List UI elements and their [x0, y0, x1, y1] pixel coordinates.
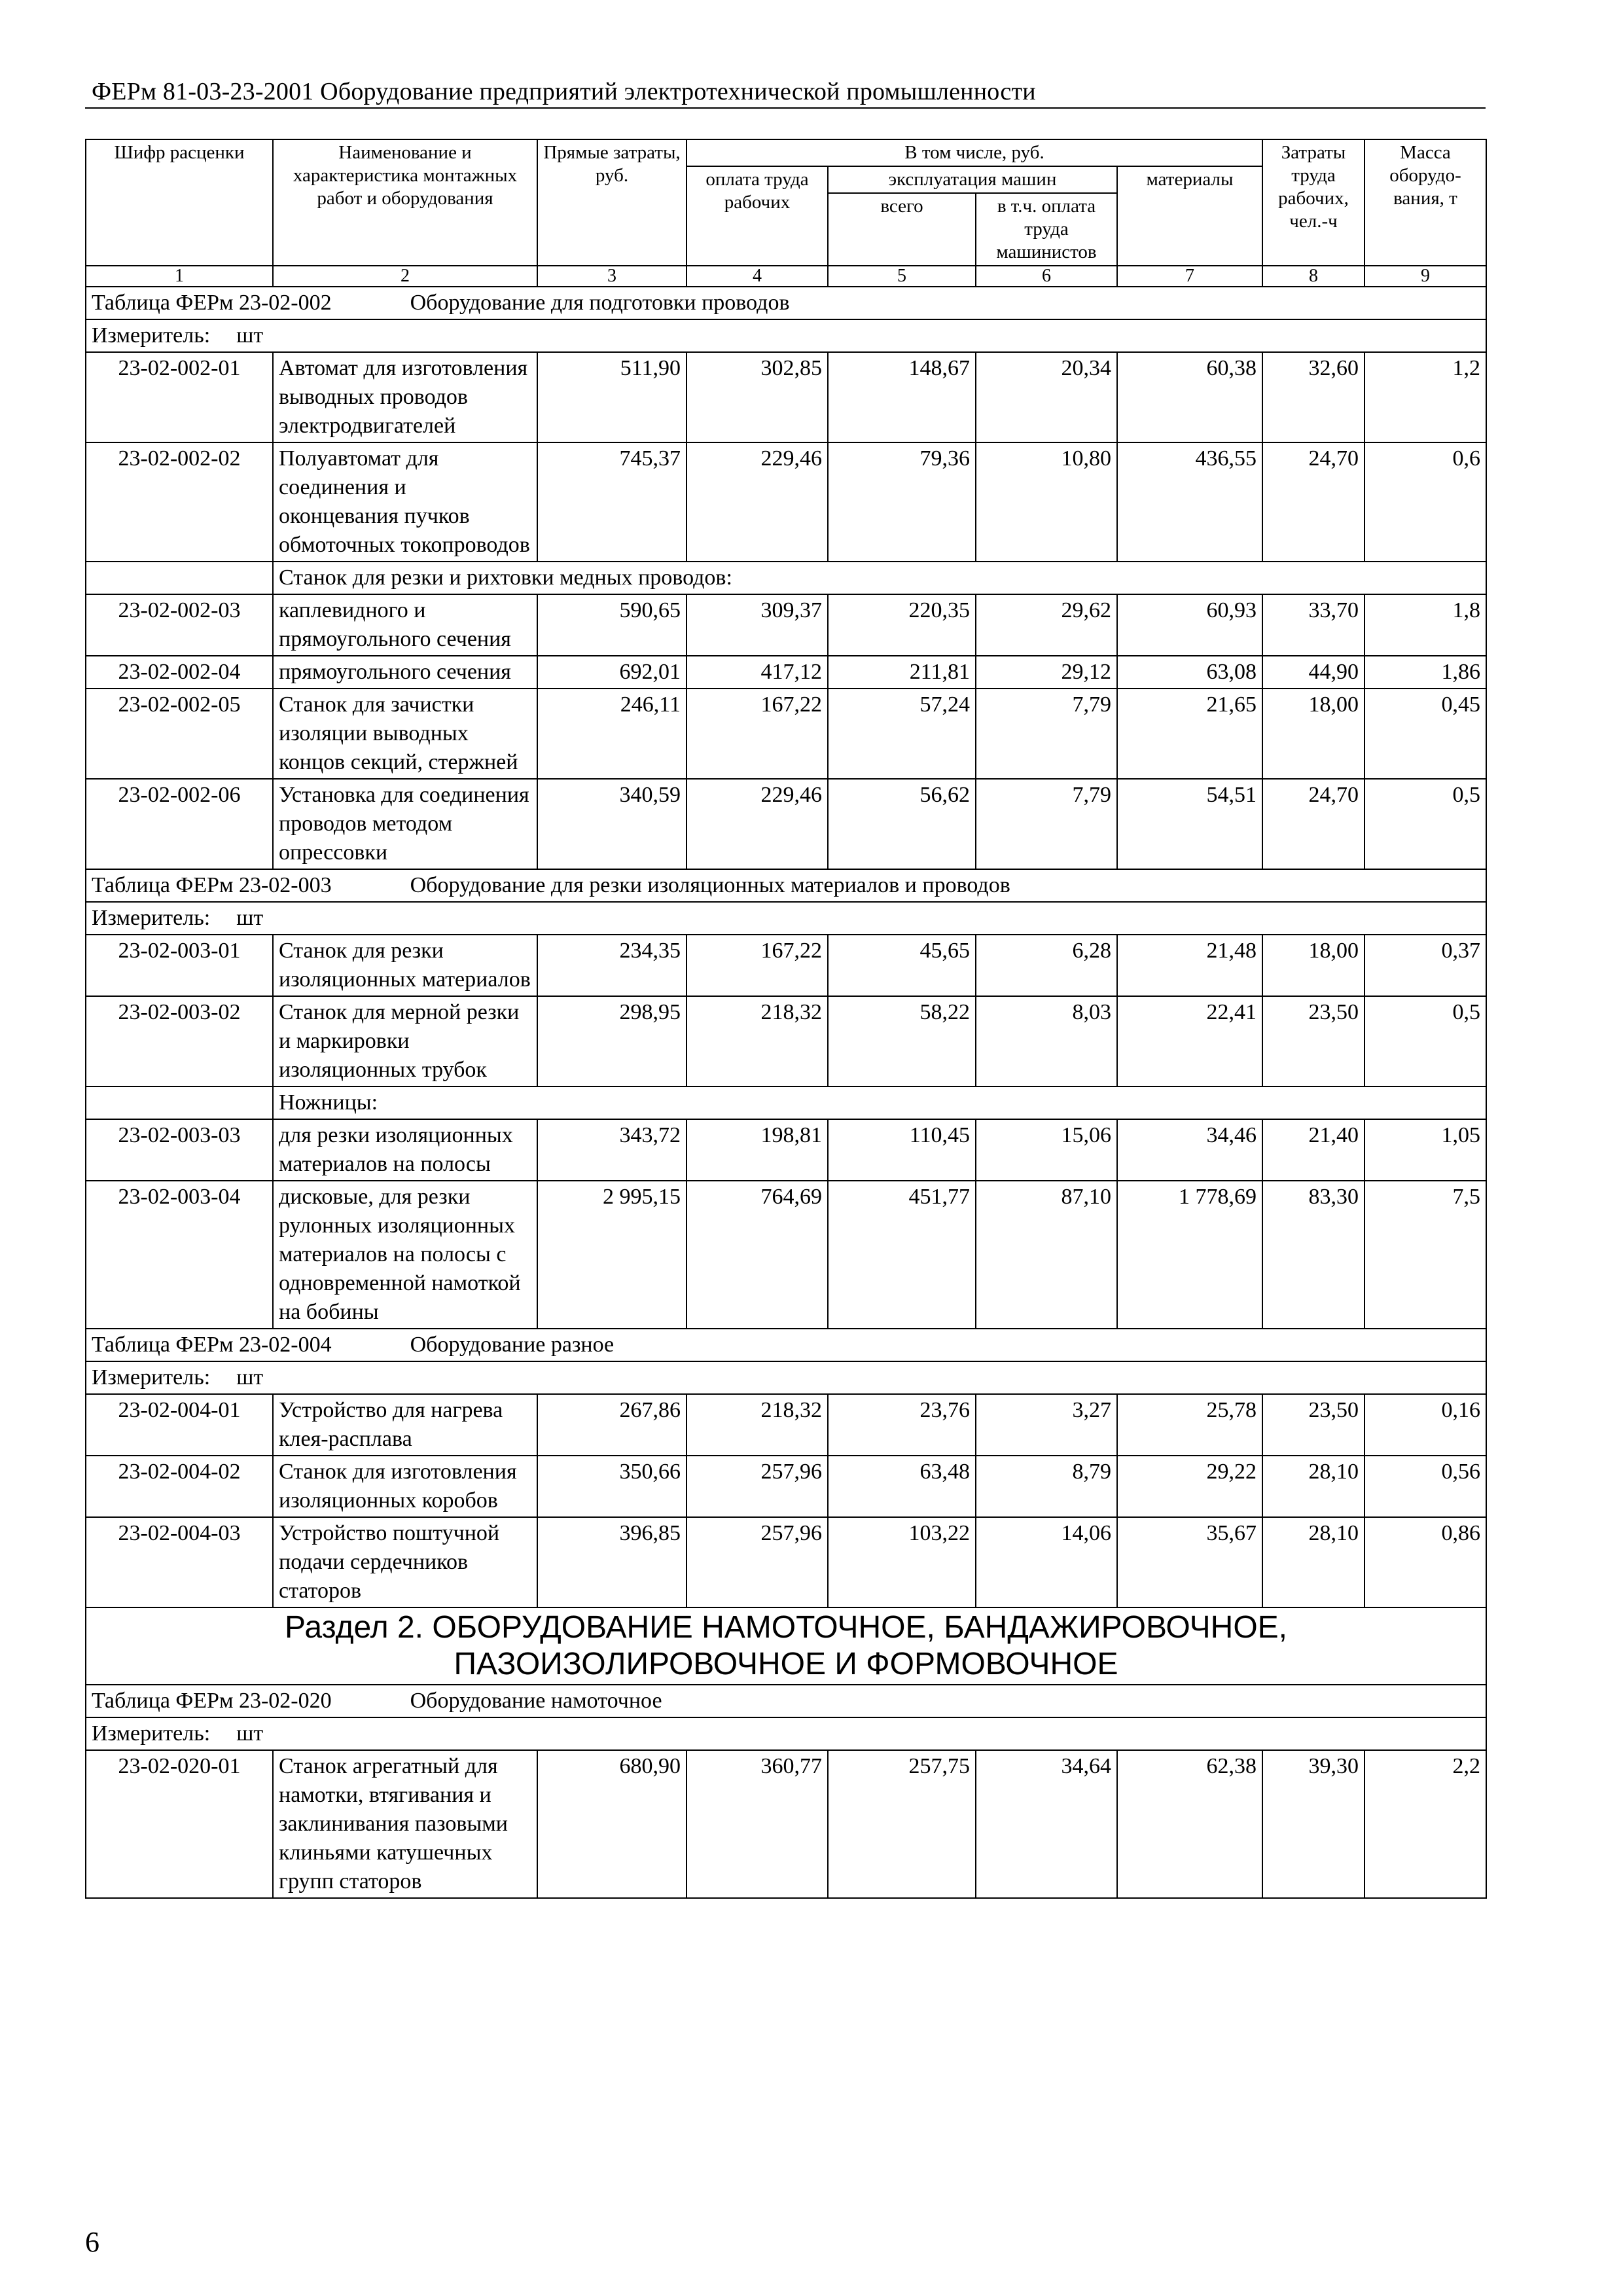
row-labor: 229,46: [687, 779, 828, 869]
row-materials: 21,48: [1117, 935, 1262, 996]
measure-row: [86, 1717, 1486, 1750]
row-code: 23-02-003-03: [86, 1119, 273, 1181]
row-mass: 1,86: [1364, 656, 1486, 689]
row-labor: 218,32: [687, 1394, 828, 1456]
row-operators: 29,62: [976, 594, 1117, 656]
row-hours: 33,70: [1262, 594, 1364, 656]
row-name: Автомат для изготовления выводных проводов электродвигателей: [273, 352, 537, 442]
col-number: 9: [1364, 266, 1486, 287]
row-operators: 7,79: [976, 689, 1117, 779]
row-mass: 1,05: [1364, 1119, 1486, 1181]
running-head: ФЕРм 81-03-23-2001 Оборудование предприятий электротехнической промышленности: [92, 78, 1036, 105]
row-operators: 3,27: [976, 1394, 1117, 1456]
row-operators: 87,10: [976, 1181, 1117, 1329]
row-name: Установка для соединения проводов методом опрессовки: [273, 779, 537, 869]
row-hours: 18,00: [1262, 689, 1364, 779]
row-hours: 39,30: [1262, 1750, 1364, 1898]
row-operators: 15,06: [976, 1119, 1117, 1181]
table-row: [86, 996, 1486, 1086]
group-row-code-cell: [86, 1086, 273, 1119]
col-header-operators: в т.ч. оплата труда машинистов: [976, 193, 1117, 266]
row-materials: 22,41: [1117, 996, 1262, 1086]
table-row: [86, 1517, 1486, 1607]
col-number: 8: [1262, 266, 1364, 287]
row-code: 23-02-002-06: [86, 779, 273, 869]
row-code: 23-02-002-03: [86, 594, 273, 656]
row-direct: 298,95: [537, 996, 687, 1086]
row-materials: 54,51: [1117, 779, 1262, 869]
row-hours: 28,10: [1262, 1456, 1364, 1517]
table-row: [86, 689, 1486, 779]
row-machines: 110,45: [828, 1119, 976, 1181]
table-row: [86, 1456, 1486, 1517]
row-direct: 692,01: [537, 656, 687, 689]
table-row: [86, 594, 1486, 656]
table-title-row: [86, 287, 1486, 319]
row-machines: 257,75: [828, 1750, 976, 1898]
row-materials: 35,67: [1117, 1517, 1262, 1607]
col-number: 1: [86, 266, 273, 287]
table-title: Таблица ФЕРм 23-02-020: [92, 1689, 332, 1713]
col-header-code: Шифр расценки: [86, 139, 273, 266]
row-machines: 45,65: [828, 935, 976, 996]
row-operators: 14,06: [976, 1517, 1117, 1607]
page-number: 6: [85, 2226, 99, 2258]
row-direct: 340,59: [537, 779, 687, 869]
row-mass: 0,45: [1364, 689, 1486, 779]
row-materials: 25,78: [1117, 1394, 1262, 1456]
table-title-row: [86, 1685, 1486, 1717]
table-row: [86, 1394, 1486, 1456]
row-materials: 21,65: [1117, 689, 1262, 779]
row-labor: 257,96: [687, 1517, 828, 1607]
table-title: Таблица ФЕРм 23-02-003: [92, 873, 332, 897]
row-mass: 2,2: [1364, 1750, 1486, 1898]
table-caption: Оборудование для резки изоляционных материалов и проводов: [410, 873, 1010, 897]
col-header-mass: Масса оборудо-вания, т: [1364, 139, 1486, 266]
row-machines: 58,22: [828, 996, 976, 1086]
group-row-code-cell: [86, 562, 273, 594]
section-heading: [86, 1607, 1486, 1685]
row-name: Устройство для нагрева клея-расплава: [273, 1394, 537, 1456]
table-title: Таблица ФЕРм 23-02-004: [92, 1333, 332, 1357]
row-name: дисковые, для резки рулонных изоляционных материалов на полосы с одновременной намоткой на бобины: [273, 1181, 537, 1329]
row-name: Станок для мерной резки и маркировки изоляционных трубок: [273, 996, 537, 1086]
row-labor: 302,85: [687, 352, 828, 442]
row-direct: 343,72: [537, 1119, 687, 1181]
table-row: [86, 656, 1486, 689]
row-hours: 83,30: [1262, 1181, 1364, 1329]
table-caption: Оборудование для подготовки проводов: [410, 291, 790, 315]
row-machines: 451,77: [828, 1181, 976, 1329]
row-machines: 23,76: [828, 1394, 976, 1456]
table-row: [86, 1181, 1486, 1329]
row-direct: 511,90: [537, 352, 687, 442]
row-code: 23-02-004-03: [86, 1517, 273, 1607]
row-mass: 1,2: [1364, 352, 1486, 442]
row-code: 23-02-003-02: [86, 996, 273, 1086]
row-materials: 436,55: [1117, 442, 1262, 562]
row-mass: 0,16: [1364, 1394, 1486, 1456]
row-labor: 360,77: [687, 1750, 828, 1898]
row-mass: 1,8: [1364, 594, 1486, 656]
row-hours: 28,10: [1262, 1517, 1364, 1607]
row-materials: 60,93: [1117, 594, 1262, 656]
row-name: каплевидного и прямоугольного сечения: [273, 594, 537, 656]
section-row: [86, 1607, 1486, 1685]
section-heading-line: ПАЗОИЗОЛИРОВОЧНОЕ И ФОРМОВОЧНОЕ: [454, 1647, 1118, 1681]
section-heading-line: Раздел 2. ОБОРУДОВАНИЕ НАМОТОЧНОЕ, БАНДАЖИРОВОЧНОЕ,: [284, 1610, 1287, 1645]
measure-label: Измеритель:: [92, 906, 211, 930]
row-operators: 8,79: [976, 1456, 1117, 1517]
row-machines: 63,48: [828, 1456, 976, 1517]
row-mass: 0,6: [1364, 442, 1486, 562]
row-name: Станок для зачистки изоляции выводных концов секций, стержней: [273, 689, 537, 779]
row-hours: 44,90: [1262, 656, 1364, 689]
row-machines: 103,22: [828, 1517, 976, 1607]
row-mass: 7,5: [1364, 1181, 1486, 1329]
row-machines: 79,36: [828, 442, 976, 562]
row-mass: 0,5: [1364, 996, 1486, 1086]
row-materials: 62,38: [1117, 1750, 1262, 1898]
table-row: [86, 1750, 1486, 1898]
measure-unit: шт: [236, 1721, 264, 1746]
measure-row: [86, 1361, 1486, 1394]
measure-row: [86, 902, 1486, 935]
col-header-name: Наименование и характеристика монтажных работ и оборудования: [273, 139, 537, 266]
row-code: 23-02-002-04: [86, 656, 273, 689]
row-mass: 0,5: [1364, 779, 1486, 869]
measure-unit: шт: [236, 1365, 264, 1390]
row-labor: 309,37: [687, 594, 828, 656]
row-code: 23-02-002-02: [86, 442, 273, 562]
row-hours: 18,00: [1262, 935, 1364, 996]
row-code: 23-02-002-05: [86, 689, 273, 779]
measure-unit: шт: [236, 906, 264, 930]
table-row: [86, 935, 1486, 996]
row-machines: 56,62: [828, 779, 976, 869]
row-labor: 198,81: [687, 1119, 828, 1181]
row-operators: 29,12: [976, 656, 1117, 689]
col-header-direct: Прямые затраты, руб.: [537, 139, 687, 266]
row-operators: 10,80: [976, 442, 1117, 562]
row-operators: 8,03: [976, 996, 1117, 1086]
row-name: Полуавтомат для соединения и оконцевания пучков обмоточных токопроводов: [273, 442, 537, 562]
row-labor: 229,46: [687, 442, 828, 562]
row-direct: 246,11: [537, 689, 687, 779]
row-materials: 29,22: [1117, 1456, 1262, 1517]
row-labor: 218,32: [687, 996, 828, 1086]
measure-label: Измеритель:: [92, 323, 211, 348]
row-direct: 590,65: [537, 594, 687, 656]
row-code: 23-02-002-01: [86, 352, 273, 442]
table-caption: Оборудование разное: [410, 1333, 615, 1357]
measure-row: [86, 319, 1486, 352]
row-materials: 34,46: [1117, 1119, 1262, 1181]
row-direct: 267,86: [537, 1394, 687, 1456]
table-row: [86, 442, 1486, 562]
row-hours: 24,70: [1262, 779, 1364, 869]
table-title: Таблица ФЕРм 23-02-002: [92, 291, 332, 315]
group-row: [86, 562, 1486, 594]
col-header-hours: Затраты труда рабочих, чел.-ч: [1262, 139, 1364, 266]
row-code: 23-02-004-01: [86, 1394, 273, 1456]
group-label: Станок для резки и рихтовки медных проводов:: [273, 562, 1486, 594]
col-number: 4: [687, 266, 828, 287]
row-direct: 745,37: [537, 442, 687, 562]
row-hours: 21,40: [1262, 1119, 1364, 1181]
row-name: Станок агрегатный для намотки, втягивания и заклинивания пазовыми клиньями катушечных групп статоров: [273, 1750, 537, 1898]
row-materials: 1 778,69: [1117, 1181, 1262, 1329]
group-label: Ножницы:: [273, 1086, 1486, 1119]
table-title-row: [86, 869, 1486, 902]
row-direct: 2 995,15: [537, 1181, 687, 1329]
row-mass: 0,56: [1364, 1456, 1486, 1517]
row-operators: 20,34: [976, 352, 1117, 442]
row-machines: 148,67: [828, 352, 976, 442]
row-name: для резки изоляционных материалов на полосы: [273, 1119, 537, 1181]
group-row: [86, 1086, 1486, 1119]
row-code: 23-02-020-01: [86, 1750, 273, 1898]
measure-label: Измеритель:: [92, 1365, 211, 1390]
col-header-machines: всего: [828, 193, 976, 266]
row-direct: 680,90: [537, 1750, 687, 1898]
row-code: 23-02-003-01: [86, 935, 273, 996]
measure-label: Измеритель:: [92, 1721, 211, 1746]
row-direct: 396,85: [537, 1517, 687, 1607]
row-name: Устройство поштучной подачи сердечников статоров: [273, 1517, 537, 1607]
row-labor: 764,69: [687, 1181, 828, 1329]
row-mass: 0,37: [1364, 935, 1486, 996]
row-hours: 23,50: [1262, 1394, 1364, 1456]
measure-unit: шт: [236, 323, 264, 348]
row-labor: 257,96: [687, 1456, 828, 1517]
row-machines: 57,24: [828, 689, 976, 779]
table-row: [86, 779, 1486, 869]
row-direct: 234,35: [537, 935, 687, 996]
row-code: 23-02-003-04: [86, 1181, 273, 1329]
row-operators: 7,79: [976, 779, 1117, 869]
col-number: 7: [1117, 266, 1262, 287]
row-name: прямоугольного сечения: [273, 656, 537, 689]
col-header-machines-group: эксплуатация машин: [828, 166, 1117, 193]
col-number: 2: [273, 266, 537, 287]
row-machines: 211,81: [828, 656, 976, 689]
col-number: 5: [828, 266, 976, 287]
row-hours: 32,60: [1262, 352, 1364, 442]
price-table: [85, 139, 1487, 1899]
row-labor: 167,22: [687, 935, 828, 996]
row-machines: 220,35: [828, 594, 976, 656]
row-mass: 0,86: [1364, 1517, 1486, 1607]
row-operators: 6,28: [976, 935, 1117, 996]
table-caption: Оборудование намоточное: [410, 1689, 662, 1713]
col-header-materials: материалы: [1117, 166, 1262, 266]
row-materials: 63,08: [1117, 656, 1262, 689]
row-labor: 417,12: [687, 656, 828, 689]
table-row: [86, 352, 1486, 442]
header-rule: [85, 107, 1486, 109]
row-name: Станок для изготовления изоляционных коробов: [273, 1456, 537, 1517]
row-direct: 350,66: [537, 1456, 687, 1517]
row-name: Станок для резки изоляционных материалов: [273, 935, 537, 996]
table-title-row: [86, 1329, 1486, 1361]
col-header-group: В том числе, руб.: [687, 139, 1262, 166]
row-code: 23-02-004-02: [86, 1456, 273, 1517]
row-operators: 34,64: [976, 1750, 1117, 1898]
col-number: 3: [537, 266, 687, 287]
row-materials: 60,38: [1117, 352, 1262, 442]
col-header-labor: оплата труда рабочих: [687, 166, 828, 266]
col-number: 6: [976, 266, 1117, 287]
row-labor: 167,22: [687, 689, 828, 779]
row-hours: 23,50: [1262, 996, 1364, 1086]
table-row: [86, 1119, 1486, 1181]
row-hours: 24,70: [1262, 442, 1364, 562]
